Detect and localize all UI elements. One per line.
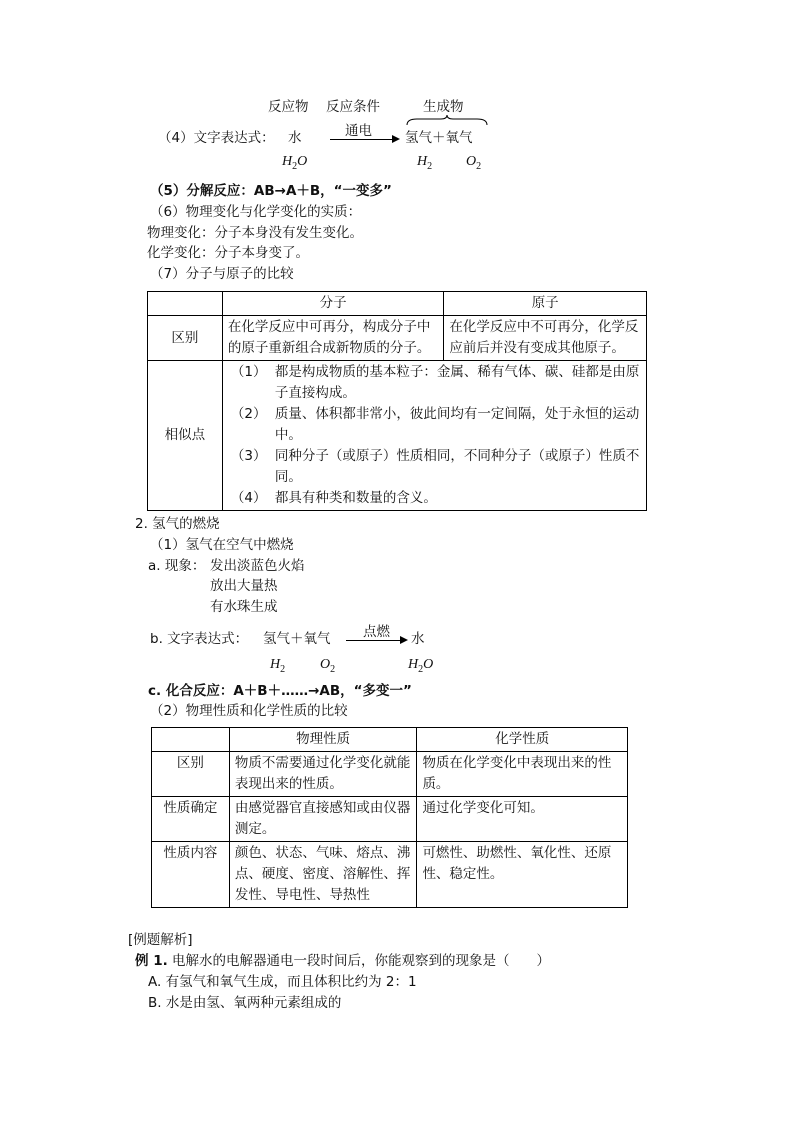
section2-sub1: （1）氢气在空气中燃烧 xyxy=(150,537,294,553)
eq1-reactant: 水 xyxy=(288,130,302,146)
decomposition-line: （5）分解反应：AB→A＋B，“一变多” xyxy=(150,183,392,199)
phenomenon-3: 有水珠生成 xyxy=(210,599,278,615)
similarity-item: （3） 同种分子（或原子）性质相同，不同种分子（或原子）性质不同。 xyxy=(230,448,640,485)
chemical-change-line: 化学变化：分子本身变了。 xyxy=(147,245,309,261)
eq2-product: 水 xyxy=(411,631,425,647)
table-row xyxy=(152,842,628,908)
header-molecule: 分子 xyxy=(222,292,444,316)
eq1-arrow-head xyxy=(392,135,400,143)
header-chemical: 化学性质 xyxy=(417,728,628,752)
essence-line: （6）物理变化与化学变化的实质： xyxy=(150,204,362,220)
example-question: 例 1. 电解水的电解器通电一段时间后，你能观察到的现象是（ ） xyxy=(135,953,551,969)
table-row xyxy=(148,292,647,316)
cell-physical: 颜色、状态、气味、熔点、沸点、硬度、密度、溶解性、挥发性、导电性、导热性 xyxy=(229,842,417,908)
eq2-arrow-head xyxy=(400,636,408,644)
eq2-formula-oxygen: $O_2$ xyxy=(320,657,336,675)
eq2-formula-hydrogen: $H_2$ xyxy=(270,657,286,675)
table-row xyxy=(148,361,647,511)
header-physical: 物理性质 xyxy=(229,728,417,752)
table-row xyxy=(148,316,647,361)
cell-molecule-difference: 在化学反应中可再分，构成分子中的原子重新组合成新物质的分子。 xyxy=(222,316,444,361)
cell-similarities xyxy=(222,361,646,511)
example-option-b: B. 水是由氢、氧两种元素组成的 xyxy=(148,995,342,1011)
physical-change-line: 物理变化：分子本身没有发生变化。 xyxy=(147,225,363,241)
section2-title: 2. 氢气的燃烧 xyxy=(135,516,220,532)
similarity-item: （1） 都是构成物质的基本粒子：金属、稀有气体、碳、硅都是由原子直接构成。 xyxy=(230,364,640,401)
example-option-a: A. 有氢气和氧气生成，而且体积比约为 2：1 xyxy=(148,974,417,990)
row-label-similarity: 相似点 xyxy=(148,361,223,511)
section2-sub2: （2）物理性质和化学性质的比较 xyxy=(150,703,348,719)
row-label-difference: 区别 xyxy=(148,316,223,361)
eq2-formula-water: $H_2O$ xyxy=(408,657,434,675)
eq1-arrow-line xyxy=(330,139,392,140)
table-cell-empty xyxy=(152,728,230,752)
example-heading: [例题解析] xyxy=(128,932,193,948)
eq2-reactants: 氢气＋氧气 xyxy=(263,631,331,647)
compare-heading: （7）分子与原子的比较 xyxy=(150,266,294,282)
row-label: 性质确定 xyxy=(152,797,230,842)
combination-line: c. 化合反应：A＋B＋……→AB，“多变一” xyxy=(148,683,412,699)
molecule-atom-table xyxy=(147,291,647,511)
row-label: 区别 xyxy=(152,752,230,797)
row-label: 性质内容 xyxy=(152,842,230,908)
similarity-item: （4） 都具有种类和数量的含义。 xyxy=(230,490,437,506)
label-products: 生成物 xyxy=(423,99,464,115)
products-brace xyxy=(405,114,489,126)
cell-chemical: 可燃性、助燃性、氧化性、还原性、稳定性。 xyxy=(417,842,628,908)
phenomenon-label: a. 现象： xyxy=(148,558,206,574)
eq1-product: 氢气＋氧气 xyxy=(405,130,473,146)
table-row xyxy=(152,728,628,752)
cell-physical: 由感觉器官直接感知或由仪器测定。 xyxy=(229,797,417,842)
eq2-intro: b. 文字表达式： xyxy=(150,631,249,647)
table-cell-empty xyxy=(148,292,223,316)
similarity-item: （2） 质量、体积都非常小，彼此间均有一定间隔，处于永恒的运动中。 xyxy=(230,406,640,443)
phenomenon-1: 发出淡蓝色火焰 xyxy=(210,558,305,574)
cell-chemical: 物质在化学变化中表现出来的性质。 xyxy=(417,752,628,797)
label-conditions: 反应条件 xyxy=(326,99,380,115)
eq2-arrow-line xyxy=(346,640,400,641)
eq1-formula-oxygen: $O_2$ xyxy=(466,154,482,172)
table-row xyxy=(152,797,628,842)
phenomenon-2: 放出大量热 xyxy=(210,578,278,594)
cell-chemical: 通过化学变化可知。 xyxy=(417,797,628,842)
properties-table xyxy=(151,727,628,908)
eq1-formula-water: $H_2O$ xyxy=(282,154,308,172)
eq1-formula-hydrogen: $H_2$ xyxy=(417,154,433,172)
cell-atom-difference: 在化学反应中不可再分，化学反应前后并没有变成其他原子。 xyxy=(444,316,647,361)
eq1-condition: 通电 xyxy=(345,123,372,139)
header-atom: 原子 xyxy=(444,292,647,316)
label-reactants: 反应物 xyxy=(268,99,309,115)
eq1-intro: （4）文字表达式： xyxy=(158,130,275,146)
eq2-condition: 点燃 xyxy=(363,624,390,640)
cell-physical: 物质不需要通过化学变化就能表现出来的性质。 xyxy=(229,752,417,797)
table-row xyxy=(152,752,628,797)
